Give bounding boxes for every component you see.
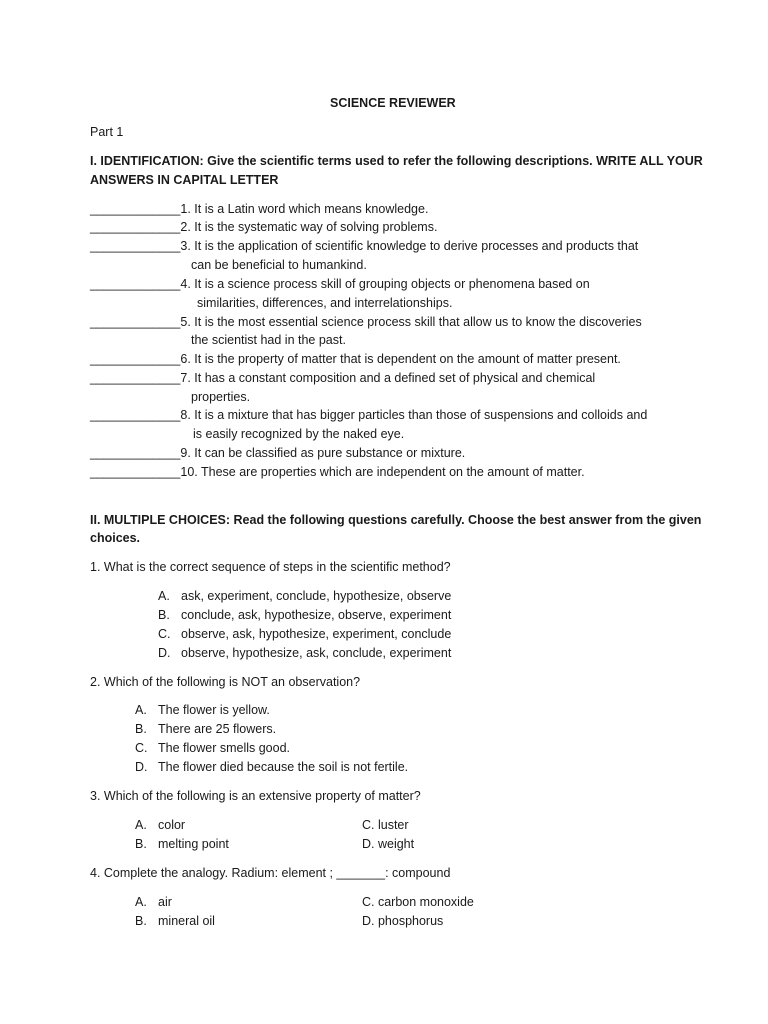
- list-item: _____________6. It is the property of matter that is dependent on the amount of matter present.: [90, 352, 621, 366]
- list-item: _____________1. It is a Latin word which means knowledge.: [90, 202, 429, 216]
- list-item: _____________3. It is the application of scientific knowledge to derive processes and products that: [90, 239, 639, 253]
- option-text: C. luster: [362, 818, 409, 832]
- question-1: 1. What is the correct sequence of steps in the scientific method?: [90, 560, 451, 574]
- list-item: _____________4. It is a science process skill of grouping objects or phenomena based on: [90, 277, 590, 291]
- option-letter: B.: [135, 837, 147, 851]
- option-letter: D.: [135, 760, 148, 774]
- answer-blank: _____________: [90, 239, 181, 253]
- question-2: 2. Which of the following is NOT an observation?: [90, 675, 361, 689]
- option-text: mineral oil: [158, 914, 215, 928]
- section1-heading-line1: I. IDENTIFICATION: Give the scientific terms used to refer the following descriptions. WRITE ALL YOUR: [90, 154, 703, 168]
- answer-blank: _____________: [90, 465, 181, 479]
- answer-blank: _____________: [90, 277, 181, 291]
- option-text: conclude, ask, hypothesize, observe, experiment: [181, 608, 452, 622]
- option-letter: A.: [135, 703, 147, 717]
- list-item: _____________5. It is the most essential science process skill that allow us to know the discoveries: [90, 315, 642, 329]
- option-text: The flower smells good.: [158, 741, 291, 755]
- option-letter: A.: [158, 589, 170, 603]
- part-label: Part 1: [90, 125, 124, 139]
- list-item: _____________2. It is the systematic way of solving problems.: [90, 220, 438, 234]
- option-letter: B.: [158, 608, 170, 622]
- option-text: D. weight: [362, 837, 415, 851]
- option-text: observe, ask, hypothesize, experiment, conclude: [181, 627, 452, 641]
- answer-blank: _____________: [90, 446, 181, 460]
- list-item-continuation: similarities, differences, and interrelationships.: [197, 296, 453, 310]
- option-text: The flower is yellow.: [158, 703, 270, 717]
- answer-blank: _____________: [90, 202, 181, 216]
- option-letter: A.: [135, 818, 147, 832]
- list-item-continuation: can be beneficial to humankind.: [191, 258, 367, 272]
- answer-blank: _____________: [90, 315, 181, 329]
- option-letter: C.: [135, 741, 148, 755]
- option-text: air: [158, 895, 172, 909]
- option-letter: A.: [135, 895, 147, 909]
- option-letter: D.: [158, 646, 171, 660]
- list-item-continuation: properties.: [191, 390, 251, 404]
- list-item-continuation: is easily recognized by the naked eye.: [193, 427, 405, 441]
- list-item: _____________10. These are properties which are independent on the amount of matter.: [90, 465, 585, 479]
- option-text: C. carbon monoxide: [362, 895, 474, 909]
- option-letter: B.: [135, 914, 147, 928]
- answer-blank: _____________: [90, 220, 181, 234]
- answer-blank: _____________: [90, 352, 181, 366]
- section2-heading-line1: II. MULTIPLE CHOICES: Read the following questions carefully. Choose the best answer from the given: [90, 513, 702, 527]
- option-text: ask, experiment, conclude, hypothesize, observe: [181, 589, 452, 603]
- option-text: D. phosphorus: [362, 914, 444, 928]
- option-text: The flower died because the soil is not fertile.: [158, 760, 409, 774]
- list-item: _____________8. It is a mixture that has bigger particles than those of suspensions and colloids and: [90, 408, 648, 422]
- section1-heading-line2: ANSWERS IN CAPITAL LETTER: [90, 173, 279, 187]
- option-text: color: [158, 818, 186, 832]
- option-letter: B.: [135, 722, 147, 736]
- section2-heading-line2: choices.: [90, 531, 141, 545]
- option-letter: C.: [158, 627, 171, 641]
- option-text: melting point: [158, 837, 229, 851]
- page-title: SCIENCE REVIEWER: [330, 96, 456, 110]
- question-4: 4. Complete the analogy. Radium: element ; _______: compound: [90, 866, 451, 880]
- answer-blank: _____________: [90, 371, 181, 385]
- option-text: observe, hypothesize, ask, conclude, experiment: [181, 646, 452, 660]
- option-text: There are 25 flowers.: [158, 722, 277, 736]
- list-item: _____________9. It can be classified as pure substance or mixture.: [90, 446, 466, 460]
- list-item-continuation: the scientist had in the past.: [191, 333, 346, 347]
- answer-blank: _____________: [90, 408, 181, 422]
- question-3: 3. Which of the following is an extensive property of matter?: [90, 789, 421, 803]
- list-item: _____________7. It has a constant composition and a defined set of physical and chemical: [90, 371, 596, 385]
